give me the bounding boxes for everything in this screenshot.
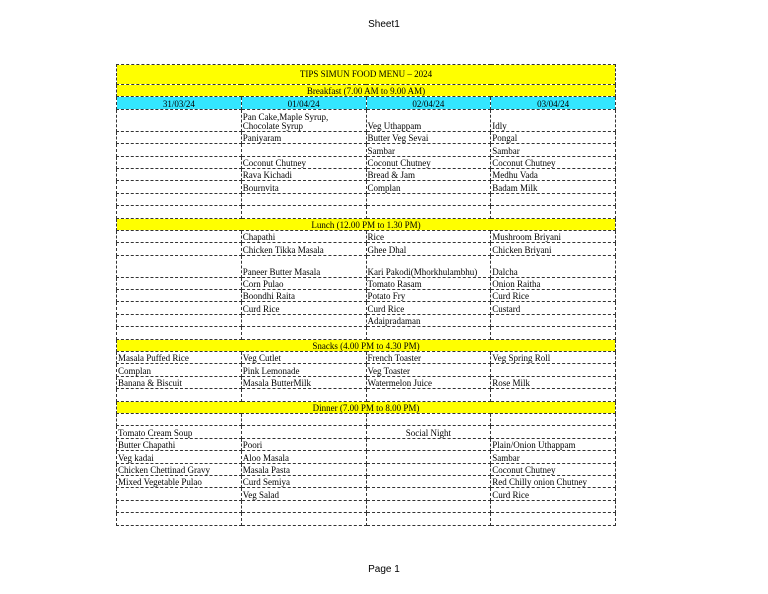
menu-cell [241, 193, 366, 205]
table-row [117, 352, 616, 364]
menu-cell: Custard [491, 302, 616, 314]
menu-cell: Curd Rice [241, 302, 366, 314]
menu-cell [117, 290, 242, 302]
menu-cell [117, 109, 242, 131]
menu-cell [117, 513, 242, 525]
table-row [117, 156, 616, 168]
menu-cell: Chicken Briyani [491, 243, 616, 255]
menu-cell: Curd Rice [366, 302, 491, 314]
menu-cell [241, 327, 366, 339]
menu-cell: Chicken Chettinad Gravy [117, 463, 242, 475]
menu-cell: Corn Pulao [241, 277, 366, 289]
menu-cell: Rava Kichadi [241, 168, 366, 180]
table-row [117, 277, 616, 289]
menu-cell [117, 488, 242, 500]
menu-cell [117, 243, 242, 255]
menu-title: TIPS SIMUN FOOD MENU – 2024 [117, 65, 616, 85]
menu-cell: Veg Cutlet [241, 352, 366, 364]
menu-cell: Sambar [491, 144, 616, 156]
menu-cell: Masala ButterMilk [241, 376, 366, 388]
table-row [117, 109, 616, 131]
section-header-row [117, 218, 616, 230]
table-row [117, 475, 616, 487]
menu-cell: Tomato Rasam [366, 277, 491, 289]
menu-cell [491, 364, 616, 376]
menu-cell [117, 277, 242, 289]
table-row [117, 438, 616, 450]
menu-cell: Masala Pasta [241, 463, 366, 475]
menu-cell [366, 438, 491, 450]
menu-cell [491, 193, 616, 205]
menu-cell: Paneer Butter Masala [241, 255, 366, 277]
menu-cell [117, 302, 242, 314]
table-row [117, 413, 616, 425]
menu-cell: Butter Chapathi [117, 438, 242, 450]
menu-cell: Mushroom Briyani [491, 230, 616, 242]
menu-cell [117, 413, 242, 425]
table-row [117, 364, 616, 376]
section-header-row [117, 339, 616, 351]
menu-cell [491, 426, 616, 438]
menu-cell [117, 389, 242, 401]
menu-cell [241, 314, 366, 326]
date-cell: 31/03/24 [117, 97, 242, 109]
menu-cell [491, 500, 616, 512]
menu-cell [241, 513, 366, 525]
menu-cell [366, 193, 491, 205]
menu-cell [366, 451, 491, 463]
table-row [117, 302, 616, 314]
sheet-title: Sheet1 [368, 19, 400, 30]
menu-cell [241, 500, 366, 512]
menu-cell: Sambar [366, 144, 491, 156]
table-row [117, 513, 616, 525]
menu-cell [241, 413, 366, 425]
menu-title-row [117, 65, 616, 85]
date-cell: 03/04/24 [491, 97, 616, 109]
table-row [117, 500, 616, 512]
menu-cell: Banana & Biscuit [117, 376, 242, 388]
menu-cell: Veg Toaster [366, 364, 491, 376]
menu-cell: Pink Lemonade [241, 364, 366, 376]
menu-cell [241, 389, 366, 401]
menu-cell: Pan Cake,Maple Syrup, Chocolate Syrup [241, 109, 366, 131]
menu-cell: Onion Raitha [491, 277, 616, 289]
menu-cell [491, 206, 616, 218]
table-row [117, 314, 616, 326]
menu-cell: Curd Semiya [241, 475, 366, 487]
menu-cell: Ghee Dhal [366, 243, 491, 255]
table-row [117, 488, 616, 500]
table-row [117, 463, 616, 475]
menu-cell [241, 426, 366, 438]
menu-cell: Mixed Vegetable Pulao [117, 475, 242, 487]
date-header-row [117, 97, 616, 109]
page-number: Page 1 [368, 564, 400, 575]
menu-cell: Butter Veg Sevai [366, 131, 491, 143]
table-row [117, 255, 616, 277]
menu-cell [117, 206, 242, 218]
menu-cell: Paniyaram [241, 131, 366, 143]
section-header-row [117, 401, 616, 413]
menu-cell: Kari Pakodi(Mhorkhulambhu) [366, 255, 491, 277]
table-row [117, 376, 616, 388]
menu-cell [366, 206, 491, 218]
menu-cell [366, 488, 491, 500]
menu-cell [117, 131, 242, 143]
menu-cell: Veg Spring Roll [491, 352, 616, 364]
menu-cell: Watermelon Juice [366, 376, 491, 388]
menu-cell: Red Chilly onion Chutney [491, 475, 616, 487]
menu-cell: Bread & Jam [366, 168, 491, 180]
menu-cell: Complan [117, 364, 242, 376]
menu-cell: Adaipradaman [366, 314, 491, 326]
menu-cell: Curd Rice [491, 488, 616, 500]
menu-cell [491, 327, 616, 339]
menu-cell: Complan [366, 181, 491, 193]
menu-cell [491, 513, 616, 525]
menu-cell: Tomato Cream Soup [117, 426, 242, 438]
menu-cell: Bournvita [241, 181, 366, 193]
menu-cell: Coconut Chutney [241, 156, 366, 168]
menu-cell [491, 314, 616, 326]
menu-cell [117, 314, 242, 326]
table-row [117, 206, 616, 218]
table-row [117, 181, 616, 193]
menu-cell: Dalcha [491, 255, 616, 277]
date-cell: 02/04/24 [366, 97, 491, 109]
snacks-header: Snacks (4.00 PM to 4.30 PM) [117, 339, 616, 351]
table-row [117, 290, 616, 302]
menu-cell [117, 168, 242, 180]
menu-cell: Coconut Chutney [366, 156, 491, 168]
date-cell: 01/04/24 [241, 97, 366, 109]
menu-cell: Social Night [366, 426, 491, 438]
menu-cell [117, 193, 242, 205]
menu-cell: Veg kadai [117, 451, 242, 463]
menu-cell: Veg Salad [241, 488, 366, 500]
menu-cell: Poori [241, 438, 366, 450]
menu-cell [366, 413, 491, 425]
food-menu-table [116, 64, 616, 526]
menu-cell: Boondhi Raita [241, 290, 366, 302]
table-row [117, 243, 616, 255]
menu-cell [117, 181, 242, 193]
menu-cell: Curd Rice [491, 290, 616, 302]
table-row [117, 389, 616, 401]
menu-cell: Badam Milk [491, 181, 616, 193]
table-row [117, 451, 616, 463]
menu-cell [366, 463, 491, 475]
menu-cell [491, 413, 616, 425]
menu-cell [241, 144, 366, 156]
menu-cell [117, 230, 242, 242]
menu-cell: Plain/Onion Uthappam [491, 438, 616, 450]
menu-cell: Chapathi [241, 230, 366, 242]
menu-cell: Potato Fry [366, 290, 491, 302]
menu-cell [117, 500, 242, 512]
menu-cell: Veg Uthappam [366, 109, 491, 131]
menu-cell [366, 475, 491, 487]
menu-cell: Chicken Tikka Masala [241, 243, 366, 255]
menu-cell: Sambar [491, 451, 616, 463]
menu-cell: Aloo Masala [241, 451, 366, 463]
menu-cell [366, 500, 491, 512]
breakfast-header: Breakfast (7.00 AM to 9.00 AM) [117, 85, 616, 97]
section-header-row [117, 85, 616, 97]
menu-cell [366, 327, 491, 339]
menu-cell [117, 327, 242, 339]
menu-cell: Coconut Chutney [491, 463, 616, 475]
table-row [117, 168, 616, 180]
menu-cell: Pongal [491, 131, 616, 143]
menu-cell [366, 389, 491, 401]
menu-cell: Idly [491, 109, 616, 131]
table-row [117, 426, 616, 438]
menu-cell [241, 206, 366, 218]
menu-cell: Masala Puffed Rice [117, 352, 242, 364]
menu-cell [117, 255, 242, 277]
menu-cell: French Toaster [366, 352, 491, 364]
menu-cell [491, 389, 616, 401]
menu-cell [366, 513, 491, 525]
table-row [117, 144, 616, 156]
menu-cell: Rose Milk [491, 376, 616, 388]
table-row [117, 131, 616, 143]
menu-cell [117, 144, 242, 156]
menu-cell [117, 156, 242, 168]
table-row [117, 327, 616, 339]
menu-cell: Rice [366, 230, 491, 242]
menu-cell: Coconut Chutney [491, 156, 616, 168]
table-row [117, 193, 616, 205]
lunch-header: Lunch (12.00 PM to 1.30 PM) [117, 218, 616, 230]
table-row [117, 230, 616, 242]
dinner-header: Dinner (7.00 PM to 8.00 PM) [117, 401, 616, 413]
menu-cell: Medhu Vada [491, 168, 616, 180]
